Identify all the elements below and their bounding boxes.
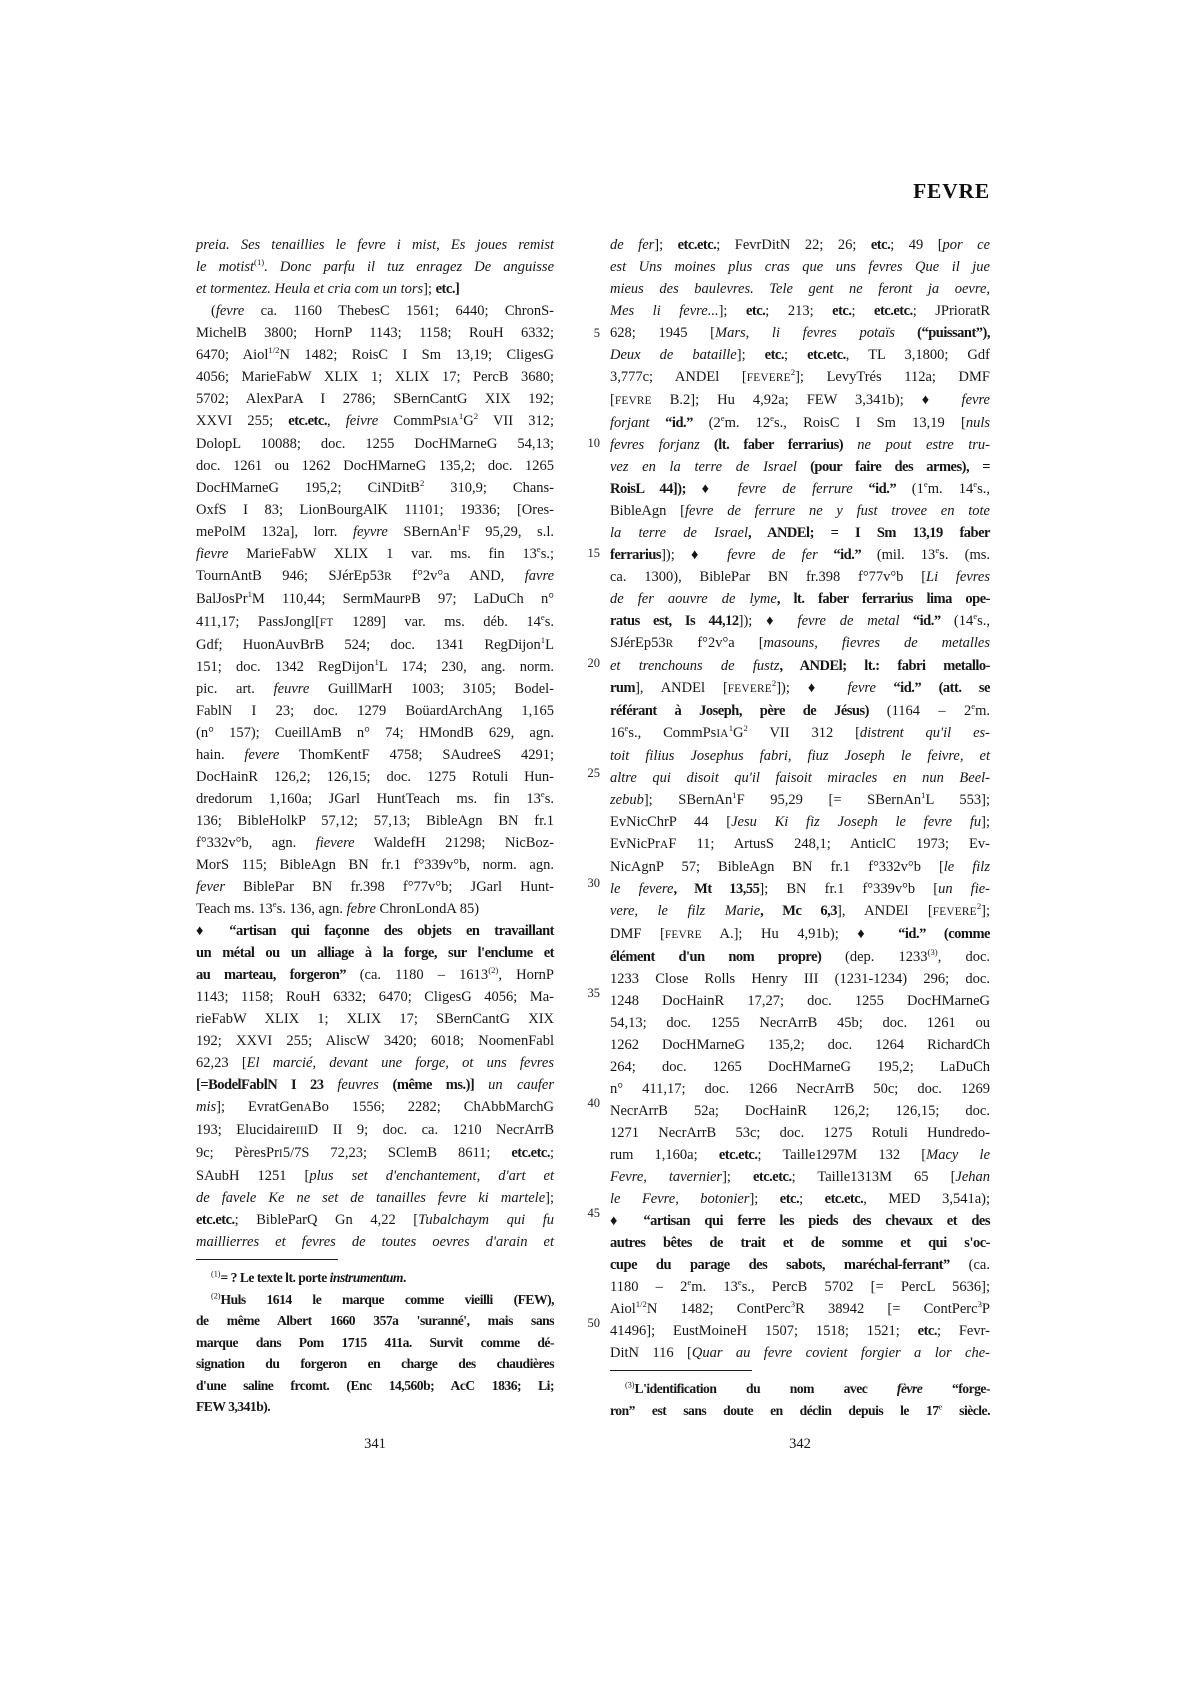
page-header-lemma: FEVRE <box>913 179 990 203</box>
footnote-line: d'une saline frcomt. (Enc 14,560b; AcC 1836; Li; <box>196 1377 554 1393</box>
text-line: 1271 NecrArrB 53c; doc. 1275 Rotuli Hundredo- <box>610 1125 990 1141</box>
page-number-right: 342 <box>789 1436 811 1452</box>
text-line: 9c; PèresPrI5/7S 72,23; SClemB 8611; etc.etc.; <box>196 1145 555 1161</box>
text-line: rum], ANDEl [FEVERE$^2$]); ♦ fevre “id.” (att. se <box>610 678 990 696</box>
text-line: cupe du parage des sabots, maréchal-ferrant” (ca. <box>610 1257 990 1273</box>
gutter-line-number: 30 <box>587 876 600 890</box>
text-line: de favele Ke ne set de tanailles fevre ki martele]; <box>196 1190 554 1206</box>
text-line: DMF [FEVRE A.]; Hu 4,91b); ♦ “id.” (comme <box>610 926 990 942</box>
text-line: FablN I 23; doc. 1279 BoüardArchAng 1,165 <box>196 703 554 719</box>
gutter-line-number: 10 <box>587 436 600 450</box>
text-line: la terre de Israel, ANDEl; = I Sm 13,19 faber <box>610 525 990 541</box>
text-line: 41496]; EustMoineH 1507; 1518; 1521; etc.; Fevr- <box>610 1323 990 1339</box>
text-line: fever BiblePar BN fr.398 f°77v°b; JGarl Hunt- <box>196 879 554 895</box>
text-line: 3,777c; ANDEl [FEVERE$^2$]; LevyTrés 112a; DMF <box>610 367 990 385</box>
text-line: mis]; EvratGenABo 1556; 2282; ChAbbMarchG <box>196 1099 555 1115</box>
page-number-left: 341 <box>364 1436 386 1452</box>
text-line: de fer aouvre de lyme, lt. faber ferrarius lima ope- <box>610 591 991 607</box>
footnote-line: FEW 3,341b). <box>196 1399 271 1414</box>
text-line: NecrArrB 52a; DocHainR 126,2; 126,15; doc. <box>610 1103 990 1119</box>
text-line: zebub]; SBernAn$^1$F 95,29 [= SBernAn$^1$L 553]; <box>610 790 990 808</box>
text-line: DolopL 10088; doc. 1255 DocHMarneG 54,13; <box>196 436 554 452</box>
text-line: doc. 1261 ou 1262 DocHMarneG 135,2; doc. 1265 <box>196 458 554 474</box>
text-line: 1262 DocHMarneG 135,2; doc. 1264 RichardCh <box>610 1037 990 1053</box>
text-line: ratus est, Is 44,12]); ♦ fevre de metal “id.” (14es., <box>610 611 990 629</box>
left-column <box>196 234 554 1418</box>
text-line: 628; 1945 [Mars, li fevres potaïs (“puissant”), <box>610 325 990 341</box>
text-line: de fer]; etc.etc.; FevrDitN 22; 26; etc.; 49 [por ce <box>610 237 991 253</box>
text-line: preia. Ses tenaillies le fevre i mist, Es joues remist <box>196 237 554 253</box>
text-line: le motist$^{(1)}$. Donc parfu il tuz enragez De anguisse <box>196 257 555 275</box>
text-line: 54,13; doc. 1255 NecrArrB 45b; doc. 1261 ou <box>610 1015 990 1031</box>
text-line: DocHainR 126,2; 126,15; doc. 1275 Rotuli Hun- <box>196 769 554 785</box>
text-line: maillierres et fevres de toutes oevres d'arain et <box>196 1234 554 1250</box>
text-line: ♦ “artisan qui façonne des objets en travaillant <box>196 923 554 939</box>
text-line: fievre MarieFabW XLIX 1 var. ms. fin 13es.; <box>196 544 554 562</box>
footnote-line: $^{(3)}$L'identification du nom avec fèvre “forge- <box>625 1380 990 1396</box>
text-line: mePolM 132a], lorr. feyvre SBernAn$^1$F 95,29, s.l. <box>196 522 554 540</box>
text-line: etc.etc.; BibleParQ Gn 4,22 [Tubalchaym qui fu <box>196 1212 554 1228</box>
text-line: Gdf; HuonAuvBrB 524; doc. 1341 RegDijon$^1$L <box>196 635 554 653</box>
text-line: Fevre, tavernier]; etc.etc.; Taille1313M 65 [Jehan <box>610 1169 991 1185</box>
text-line: RoisL 44]); ♦ fevre de ferrure “id.” (1em. 14es., <box>610 479 991 497</box>
text-line: 192; XXVI 255; AliscW 3420; 6018; NoomenFabl <box>196 1033 554 1049</box>
text-line: 4056; MarieFabW XLIX 1; XLIX 17; PercB 3680; <box>196 369 554 385</box>
text-line: 1248 DocHainR 17,27; doc. 1255 DocHMarneG <box>610 993 990 1009</box>
text-line: 151; doc. 1342 RegDijon$^1$L 174; 230, ang. norm. <box>196 657 554 675</box>
text-line: altre qui disoit qu'il faisoit miracles en nun Beel- <box>610 770 990 786</box>
text-line: XXVI 255; etc.etc., feivre $CommPsIA^1G^2$ VII 312; <box>196 411 554 429</box>
text-line: Aiol$^{1/2}$N 1482; ContPerc$^3$R 38942 [= ContPerc$^3$P <box>610 1299 990 1317</box>
text-line: dredorum 1,160a; JGarl HuntTeach ms. fin 13es. <box>196 789 554 807</box>
gutter-line-number: 40 <box>587 1096 600 1110</box>
footnote-separator-rule-right <box>610 1370 752 1371</box>
text-line: TournAntB 946; SJérEp53R f°2v°a AND, favre <box>196 568 555 584</box>
gutter-line-number: 20 <box>587 656 600 670</box>
footnote-line: $^{(1)}$= ? Le texte lt. porte instrumentum. <box>211 1269 406 1285</box>
text-line: fevres forjanz (lt. faber ferrarius) ne pout estre tru- <box>610 437 990 453</box>
text-line: SAubH 1251 [plus set d'enchantement, d'art et <box>196 1168 554 1184</box>
text-line: 1233 Close Rolls Henry III (1231-1234) 296; doc. <box>610 971 990 987</box>
text-line: forjant “id.” (2em. 12es., RoisC I Sm 13,19 [nuls <box>610 413 990 431</box>
text-line: BibleAgn [fevre de ferrure ne y fust trovee en tote <box>610 503 990 519</box>
text-line: pic. art. feuvre GuillMarH 1003; 3105; Bodel- <box>196 681 554 697</box>
text-line: NicAgnP 57; BibleAgn BN fr.1 f°332v°b [le filz <box>610 859 990 875</box>
text-line: [FEVRE B.2]; Hu 4,92a; FEW 3,341b); ♦ fevre <box>610 392 990 408</box>
text-line: [=BodelFablN I 23 feuvres (même ms.)] un caufer <box>196 1077 554 1093</box>
text-line: le Fevre, botonier]; etc.; etc.etc., MED 3,541a); <box>610 1191 991 1207</box>
left-column-text <box>196 234 554 1253</box>
text-line: MichelB 3800; HornP 1143; 1158; RouH 6332; <box>196 325 554 341</box>
footnote-line: signation du forgeron en charge des chaudières <box>196 1356 554 1371</box>
left-column-footnotes <box>196 1267 554 1418</box>
text-line: au marteau, forgeron” (ca. 1180 – 1613$^{(2)}$, HornP <box>196 965 554 983</box>
text-line: et tormentez. Heula et cria com un tors]; etc.] <box>196 281 460 297</box>
text-line: ♦ “artisan qui ferre les pieds des chevaux et des <box>610 1213 990 1229</box>
text-line: 5702; AlexParA I 2786; SBernCantG XIX 192; <box>196 391 554 407</box>
text-line: un métal ou un alliage à la forge, sur l'enclume et <box>196 945 554 961</box>
right-column <box>610 234 990 1421</box>
text-line: EvNicChrP 44 [Jesu Ki fiz Joseph le fevre fu]; <box>610 814 990 830</box>
text-line: 1180 – 2em. 13es., PercB 5702 [= PercL 5636]; <box>610 1277 990 1295</box>
text-line: SJérEp53R f°2v°a [masouns, fievres de metalles <box>610 635 990 651</box>
gutter-line-number: 35 <box>587 986 600 1000</box>
text-line: 264; doc. 1265 DocHMarneG 195,2; LaDuCh <box>610 1059 990 1075</box>
text-line: ca. 1300), BiblePar BN fr.398 f°77v°b [Li fevres <box>610 569 990 585</box>
footnote-separator-rule-left <box>196 1259 338 1260</box>
text-line: EvNicPrAF 11; ArtusS 248,1; AnticlC 1973; Ev- <box>610 836 990 852</box>
text-line: n° 411,17; doc. 1266 NecrArrB 50c; doc. 1269 <box>610 1081 990 1097</box>
gutter-line-number: 5 <box>593 326 600 340</box>
text-line: est Uns moines plus cras que uns fevres Que il jue <box>610 259 990 275</box>
text-line: rum 1,160a; etc.etc.; Taille1297M 132 [Macy le <box>610 1147 991 1163</box>
text-line: OxfS I 83; LionBourgAlK 11101; 19336; [Ores- <box>196 502 554 518</box>
gutter-line-number: 25 <box>587 766 600 780</box>
footnote-line: marque dans Pom 1715 411a. Survit comme dé- <box>196 1334 554 1350</box>
right-column-footnotes <box>610 1378 990 1421</box>
footnote-line: $^{(2)}$Huls 1614 le marque comme vieilli (FEW), <box>211 1290 554 1307</box>
text-line: mieus des baulevres. Tele gent ne feront ja oevre, <box>610 281 990 297</box>
text-line: 6470; Aiol$^{1/2}$N 1482; RoisC I Sm 13,19; CligesG <box>196 345 554 363</box>
text-line: 193; ElucidaireIIID II 9; doc. ca. 1210 NecrArrB <box>196 1122 555 1138</box>
text-line: BalJosPr$^1$M 110,44; SermMaurPB 97; LaDuCh n° <box>196 589 554 607</box>
text-line: 1143; 1158; RouH 6332; 6470; CligesG 4056; Ma- <box>196 989 554 1005</box>
text-line: (fevre ca. 1160 ThebesC 1561; 6440; ChronS- <box>211 303 554 319</box>
text-line: DocHMarneG 195,2; CiNDitB$^2$ 310,9; Chans- <box>196 478 555 496</box>
text-line: élément d'un nom propre) (dep. 1233$^{(3)}$, doc. <box>610 947 991 965</box>
text-line: 16es., $CommPsIA^1G^2$ VII 312 [distrent qu'il es- <box>610 723 990 741</box>
text-line: (n° 157); CueillAmB n° 74; HMondB 629, agn. <box>196 725 554 741</box>
right-column-text <box>610 234 990 1364</box>
text-line: ferrarius]); ♦ fevre de fer “id.” (mil. 13es. (ms. <box>610 545 991 563</box>
text-line: hain. fevere ThomKentF 4758; SAudreeS 4291; <box>196 747 555 763</box>
text-line: rieFabW XLIX 1; XLIX 17; SBernCantG XIX <box>196 1011 554 1027</box>
text-line: vez en la terre de Israel (pour faire des armes), = <box>610 459 990 475</box>
footnote-line: de même Albert 1660 357a 'suranné', mais sans <box>196 1313 554 1328</box>
text-line: et trenchouns de fustz, ANDEl; lt.: fabri metallo- <box>610 658 991 674</box>
text-line: 411,17; PassJongl[FT 1289] var. ms. déb. 14es. <box>196 612 555 630</box>
text-line: 136; BibleHolkP 57,12; 57,13; BibleAgn BN fr.1 <box>196 813 554 829</box>
gutter-line-number: 50 <box>587 1316 600 1330</box>
gutter-line-number: 45 <box>587 1206 600 1220</box>
text-line: 62,23 [El marcié, devant une forge, ot uns fevres <box>196 1055 554 1071</box>
text-line: toit filius Josephus fabri, fiuz Joseph le feivre, et <box>610 748 990 764</box>
text-line: Mes li fevre...]; etc.; 213; etc.; etc.etc.; JPrioratR <box>610 303 991 319</box>
text-line: Teach ms. 13es. 136, agn. febre ChronLondA 85) <box>196 899 480 917</box>
text-line: le fevere, Mt 13,55]; BN fr.1 f°339v°b [un fie- <box>610 881 991 897</box>
text-line: Deux de bataille]; etc.; etc.etc., TL 3,1800; Gdf <box>610 347 990 363</box>
text-line: MorS 115; BibleAgn BN fr.1 f°339v°b, norm. agn. <box>196 857 554 873</box>
gutter-line-number: 15 <box>587 546 600 560</box>
footnote-line: ron” est sans doute en déclin depuis le 17e siècle. <box>610 1401 990 1418</box>
text-line: autres bêtes de trait et de somme et qui s'oc- <box>610 1235 990 1251</box>
text-line: référant à Joseph, père de Jésus) (1164 – 2em. <box>610 701 990 719</box>
text-line: DitN 116 [Quar au fevre covient forgier a lor che- <box>610 1345 990 1361</box>
text-line: f°332v°b, agn. fievere WaldefH 21298; NicBoz- <box>196 835 554 851</box>
text-line: vere, le filz Marie, Mc 6,3], ANDEl [FEVERE$^2$]; <box>610 901 991 919</box>
